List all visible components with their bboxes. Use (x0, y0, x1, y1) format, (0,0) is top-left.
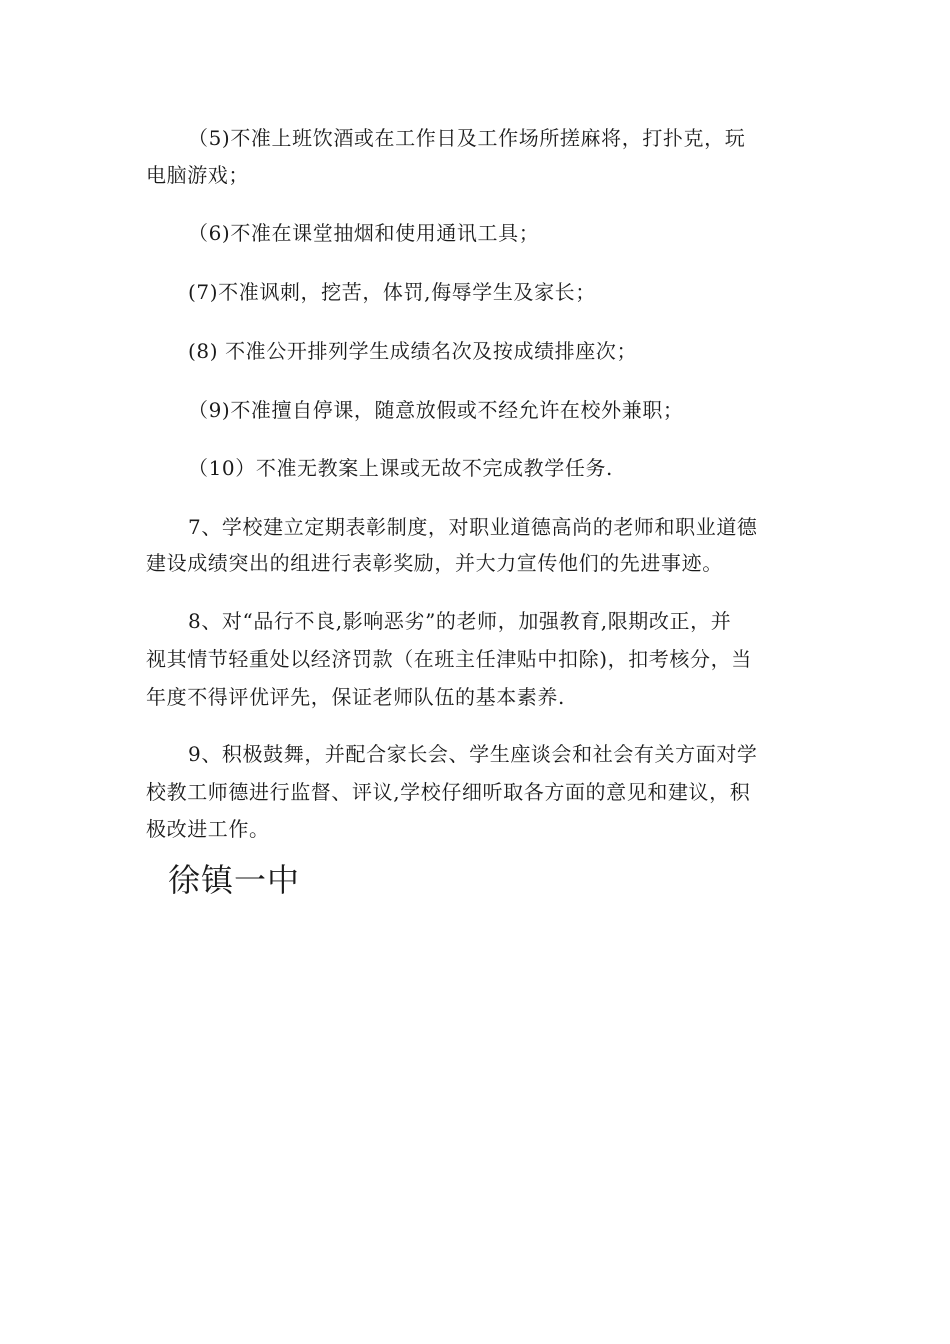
item-10: （10）不准无教案上课或无故不完成教学任务. (188, 456, 614, 480)
paragraph-9-line-2: 校教工师德进行监督、评议,学校仔细听取各方面的意见和建议，积 (146, 780, 751, 804)
item-8: (8) 不准公开排列学生成绩名次及按成绩排座次； (188, 339, 638, 363)
item-5-line-1: （5)不准上班饮酒或在工作日及工作场所搓麻将，打扑克，玩 (188, 126, 746, 150)
item-5-line-2: 电脑游戏； (146, 163, 249, 187)
paragraph-8-line-1: 8、对“品行不良,影响恶劣”的老师，加强教育,限期改正，并 (188, 609, 732, 633)
item-7: (7)不准讽刺，挖苦，体罚,侮辱学生及家长； (188, 280, 596, 304)
item-6: （6)不准在课堂抽烟和使用通讯工具； (188, 221, 540, 245)
item-9: （9)不准擅自停课，随意放假或不经允许在校外兼职； (188, 398, 684, 422)
school-signature: 徐镇一中 (168, 861, 301, 899)
paragraph-7-line-2: 建设成绩突出的组进行表彰奖励，并大力宣传他们的先进事迹。 (146, 551, 723, 575)
paragraph-7-line-1: 7、学校建立定期表彰制度，对职业道德高尚的老师和职业道德 (188, 515, 758, 539)
paragraph-9-line-1: 9、积极鼓舞，并配合家长会、学生座谈会和社会有关方面对学 (188, 742, 758, 766)
paragraph-8-line-2: 视其情节轻重处以经济罚款（在班主任津贴中扣除)，扣考核分，当 (146, 647, 752, 671)
paragraph-8-line-3: 年度不得评优评先，保证老师队伍的基本素养. (146, 685, 565, 709)
paragraph-9-line-3: 极改进工作。 (146, 817, 270, 841)
